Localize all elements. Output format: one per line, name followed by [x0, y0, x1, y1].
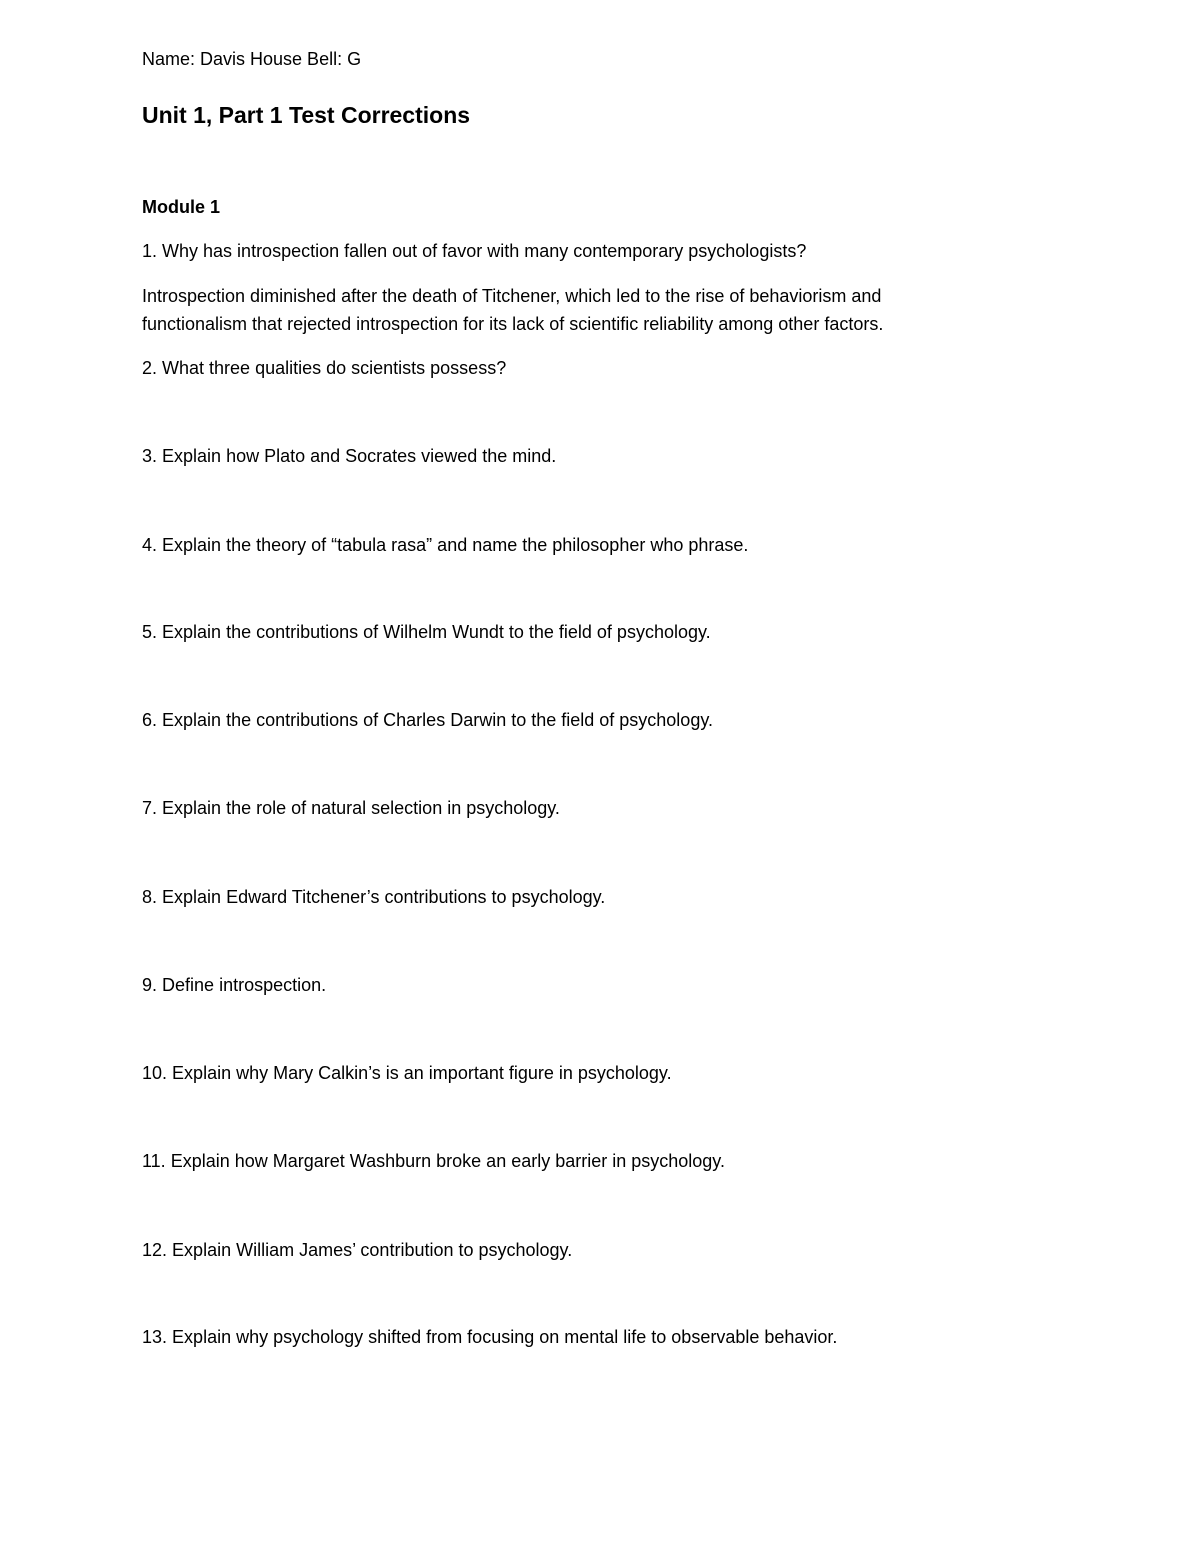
module-heading: Module 1 [142, 197, 221, 217]
question-3 [142, 445, 556, 467]
question-number: 6. [142, 710, 158, 730]
question-text: What three qualities do scientists possess? [162, 358, 507, 378]
question-number: 7. [142, 798, 158, 818]
question-10 [142, 1062, 672, 1084]
question-text: Explain the role of natural selection in psychology. [162, 798, 560, 818]
question-text: Explain the contributions of Wilhelm Wundt to the field of psychology. [162, 622, 711, 642]
question-number: 13. [142, 1327, 168, 1347]
document-title: Unit 1, Part 1 Test Corrections [142, 102, 471, 128]
question-number: 2. [142, 358, 158, 378]
question-number: 11. [142, 1151, 166, 1171]
question-number: 1. [142, 241, 158, 261]
question-number: 12. [142, 1240, 168, 1260]
question-number: 10. [142, 1063, 168, 1083]
question-text: Explain the contributions of Charles Darwin to the field of psychology. [162, 710, 713, 730]
question-number: 3. [142, 446, 158, 466]
answer-1-line-1: Introspection diminished after the death of Titchener, which led to the rise of behaviorism and [142, 286, 882, 306]
question-number: 5. [142, 622, 158, 642]
question-7 [142, 797, 560, 819]
question-2 [142, 357, 506, 379]
question-4 [142, 534, 748, 556]
question-6 [142, 709, 713, 731]
question-number: 9. [142, 975, 158, 995]
question-text: Explain William James’ contribution to psychology. [172, 1240, 573, 1260]
question-11 [142, 1150, 725, 1172]
question-text: Explain how Plato and Socrates viewed the mind. [162, 446, 557, 466]
question-number: 4. [142, 535, 158, 555]
answer-1-line-2: functionalism that rejected introspection for its lack of scientific reliability among other factors. [142, 314, 884, 334]
question-text: Explain Edward Titchener’s contributions to psychology. [162, 887, 606, 907]
question-9 [142, 974, 326, 996]
question-1 [142, 240, 806, 262]
question-text: Explain why psychology shifted from focusing on mental life to observable behavior. [172, 1327, 838, 1347]
question-text: Explain how Margaret Washburn broke an early barrier in psychology. [170, 1151, 725, 1171]
question-5 [142, 621, 711, 643]
student-name-line: Name: Davis House Bell: G [142, 49, 362, 69]
question-13 [142, 1326, 837, 1348]
question-text: Why has introspection fallen out of favor with many contemporary psychologists? [162, 241, 807, 261]
question-8 [142, 886, 605, 908]
question-text: Explain why Mary Calkin’s is an important figure in psychology. [172, 1063, 672, 1083]
question-text: Define introspection. [162, 975, 327, 995]
question-number: 8. [142, 887, 158, 907]
question-text: Explain the theory of “tabula rasa” and name the philosopher who phrase. [162, 535, 749, 555]
question-12 [142, 1239, 572, 1261]
